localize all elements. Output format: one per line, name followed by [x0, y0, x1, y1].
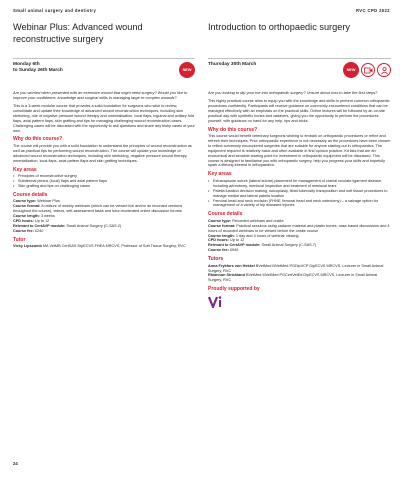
sponsor-logo-mark: [208, 295, 224, 308]
key-areas-heading: Key areas: [208, 171, 232, 178]
why-heading: Why do this course?: [208, 126, 258, 133]
date-row: [208, 62, 391, 84]
right-course-column: [208, 22, 391, 308]
detail-row: CPD hours: Up to 12: [13, 218, 50, 223]
course-title: Introduction to orthopaedic surgery: [208, 22, 350, 32]
sponsor-logo: [208, 295, 391, 308]
details-heading: Course details: [208, 211, 243, 218]
date-row: [13, 62, 195, 84]
key-area-item: • Skin grafting and tips on challenging cases: [13, 184, 195, 189]
tutor-entry: Rhiannon Strickland BVetMed MVetMed PGCertVetEd DipECVS MRCVS, Lecturer in Small Animal Surgery, RVC: [208, 273, 378, 283]
hands-on-practical-icon: [377, 63, 391, 77]
new-badge: NEW: [343, 62, 359, 78]
course-description: This is a 3-week modular course that provides a solid foundation for surgeons who wish to review, consolidate and update their knowledge of advanced wound reconstruction techniques, including skin stretching, role of negative pressure wound therapy and omentalisation, local flaps, inguinal and axillary fold flaps, axial pattern flaps, skin grafting and tips for managing challenging wound reconstruction cases. Challenging cases will be discussed with the opportunity to ask questions and share any tricky cases of your own.: [13, 104, 195, 133]
page-number: 24: [13, 461, 18, 466]
why-heading: Why do this course?: [13, 136, 63, 143]
course-intro: Are you worried when presented with an extensive wound that might need surgery? Would you like to improve your confidence, knowledge and surgical skills in managing large or complex wounds?: [13, 90, 188, 100]
detail-row: Course length: 1 day and 4 hours of webinar viewing: [208, 233, 299, 238]
tutors-heading: Tutors: [208, 256, 224, 263]
details-heading: Course details: [13, 191, 48, 198]
key-areas-heading: Key areas: [13, 166, 37, 173]
new-badge: NEW: [179, 62, 195, 78]
video-camera-icon: [361, 63, 375, 77]
why-text: This course would benefit veterinary surgeons wishing to embark on orthopaedic procedures or refine and refresh their techniques. Prior orthopaedic experience is not necessary as the procedures have been chosen to reflect commonly encountered surgeries that are suitable for anyone starting out in orthopaedics. The equipment required is relatively basic and often available in first opinion practice. Kit lists that are an economical and sensible starting point for investment in orthopaedic equipment will be discussed. This course is designed to familiarise you with orthopaedic surgery, help you progress your skills and hopefully spark a lifelong interest in orthopaedics.: [208, 134, 391, 168]
detail-row: Course fee: £240: [13, 228, 44, 233]
divider: [13, 58, 195, 59]
divider: [208, 58, 391, 59]
tutor-entry: Anna Frykfors von Hekkel BVetMed MVetMed PGDipVCP DipECVS MRCVS, Lecturer in Small Animal Surgery, RVC: [208, 263, 384, 273]
key-areas-list: [13, 174, 195, 189]
course-description: This highly practical course aims to equip you with the knowledge and skills to perform common orthopaedic procedures confidently. Participants will receive guidance on commonly encountered conditions that can be managed effectively with an emphasis on the practical skills. Online lectures will be followed by an on-site practical day with synthetic bones and cadavers, giving you the opportunity to perform the procedures yourself, with guidance on hand for any help, tips and tricks.: [208, 99, 390, 123]
key-area-item: • Extracapsular suture (lateral suture) placement for management of cranial cruciate ligament disease, including arthrotomy, meniscal inspection and treatment of meniscal tears: [208, 179, 391, 189]
key-areas-list: [208, 179, 391, 208]
detail-row: CPD hours: Up to 12: [208, 238, 245, 243]
detail-row: Relevant to CertAVP module: Small Animal Surgery (C-SAS.2): [13, 223, 122, 228]
key-area-item: • Patella luxation decision making, sulcoplasty, tibial tuberosity transposition and soft tissue procedures to manage medial and lateral patella luxation: [208, 189, 391, 199]
detail-row: Course type: Webinar Plus: [13, 199, 60, 204]
detail-row: Course format: A mixture of weekly webinars (which can be viewed live and/or as recorded versions throughout the course), videos, self-assessment tasks and tutor-moderated online discussion forums: [13, 204, 183, 214]
key-area-item: • Subdermal plexus (local) flaps and axial pattern flaps: [13, 179, 195, 184]
tutor-entry: Vicky Lipscomb MA VetMB CertSAS DipECVS FHEA MRCVS, Professor of Soft Tissue Surgery, RVC: [13, 244, 186, 249]
why-text: The course will provide you with a solid foundation to understand the principles of wound reconstruction as well as practical tips for performing wound reconstruction. The course will update your knowledge of advanced wound reconstruction techniques, including skin stretching, negative pressure wound therapy, omentalisation, local flaps, axial pattern flaps and skin grafting techniques.: [13, 143, 192, 163]
key-area-item: • Femoral head and neck excision (FHNE, femoral head and neck ostectomy) – a salvage option for management of a variety of hip diseased injuries: [208, 199, 391, 209]
sponsor-heading: Proudly supported by: [208, 286, 260, 293]
course-date: Thursday 30th March: [208, 62, 257, 67]
left-course-column: [13, 22, 195, 249]
detail-row: Relevant to CertAVP module: Small Animal Surgery (C-SAS.7): [208, 243, 317, 248]
course-title: Webinar Plus: Advanced wound reconstructive surgery: [13, 22, 143, 44]
tutor-heading: Tutor: [13, 236, 26, 243]
detail-row: Course fee: £949: [208, 248, 239, 253]
running-header-left: Small animal surgery and dentistry: [13, 8, 97, 13]
detail-row: Course format: Practical sessions using cadaver material and plastic bones, case-based discussions and 4 hours of recorded webinars to be viewed before the onsite course: [208, 223, 390, 233]
running-header-right: RVC CPD 2022: [355, 8, 390, 13]
course-date: Monday 6th to Sunday 26th March: [13, 62, 63, 73]
course-intro: Are you looking to dip your toe into orthopaedic surgery? Unsure about how to take the first steps?: [208, 90, 378, 95]
badge-group: [343, 62, 391, 78]
key-area-item: • Principles of reconstructive surgery: [13, 174, 195, 179]
detail-row: Course length: 3 weeks: [13, 214, 55, 218]
detail-row: Course type: Recorded webinars and onsite: [208, 218, 284, 223]
